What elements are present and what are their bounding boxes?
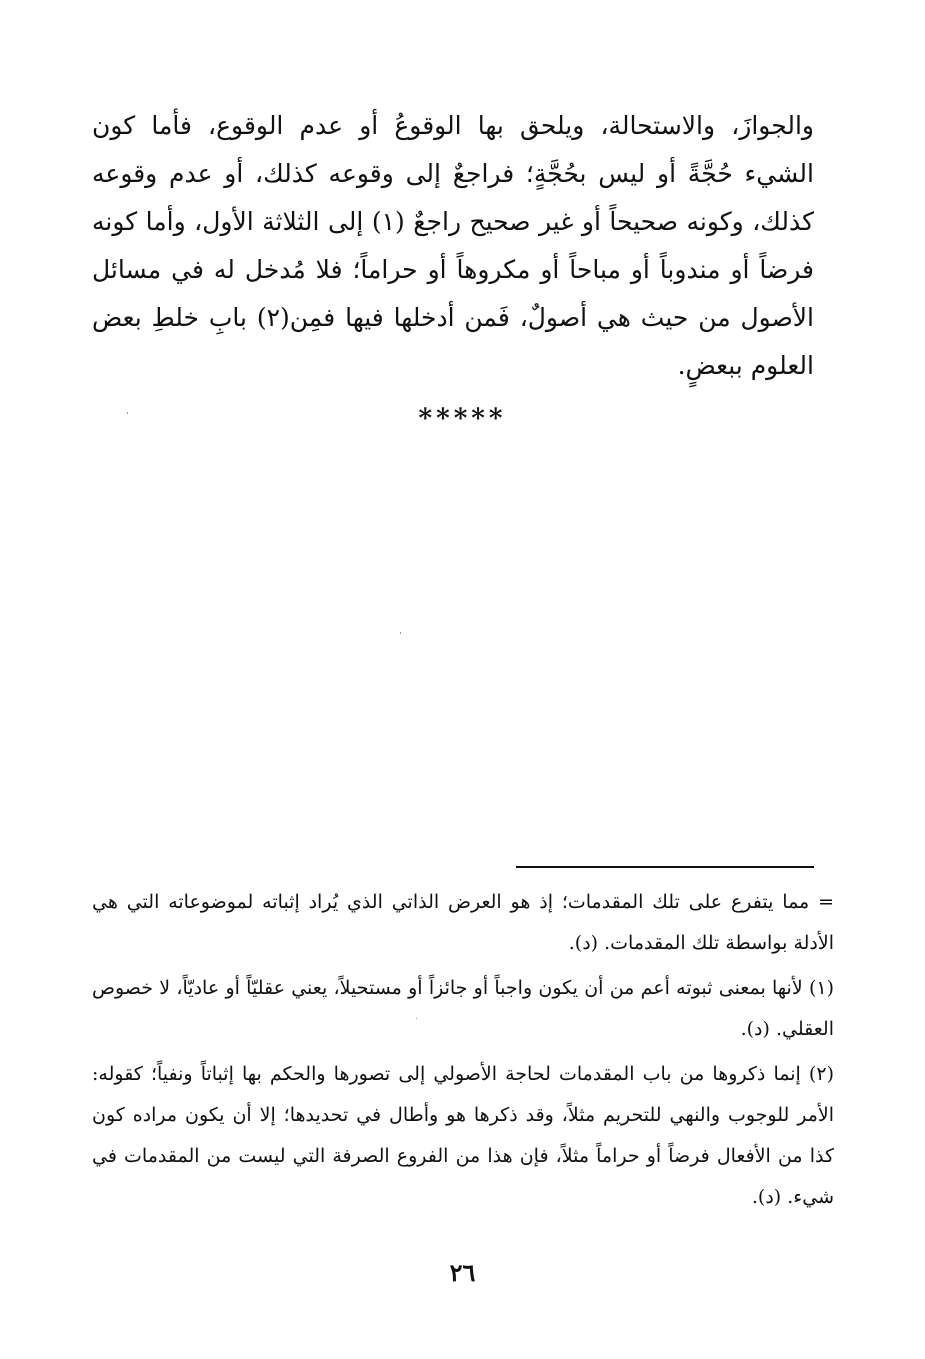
- main-text-block: [92, 102, 814, 390]
- footnote-2: (٢) إنما ذكروها من باب المقدمات لحاجة الأصولي إلى تصورها والحكم بها إثباتاً ونفياً؛ كقوله: الأمر للوجوب والنهي للتحريم مثلاً، وقد ذكرها هو وأطال في تحديدها؛ إلا أن يكون مراده كون كذا من الأفعال فرضاً أو حراماً مثلاً، فإن هذا من الفروع الصرفة التي ليست من المقدمات في شيء. (د).: [92, 1063, 834, 1208]
- footnote-1: (١) لأنها بمعنى ثبوته أعم من أن يكون واجباً أو جائزاً أو مستحيلاً، يعني عقليّاً أو عاديّاً، لا خصوص العقلي. (د).: [92, 977, 835, 1040]
- page-number: ٢٦: [449, 1258, 476, 1287]
- main-paragraph: والجوازَ، والاستحالة، ويلحق بها الوقوعُ أو عدم الوقوع، فأما كون الشيء حُجَّةً أو ليس بحُجَّةٍ؛ فراجعٌ إلى وقوعه كذلك، أو عدم وقوعه كذلك، وكونه صحيحاً أو غير صحيح راجعٌ (١) إلى الثلاثة الأول، وأما كونه فرضاً أو مندوباً أو مباحاً أو مكروهاً أو حراماً؛ فلا مُدخل له في مسائل الأصول من حيث هي أصولٌ، فَمن أدخلها فيها فمِن(٢) بابِ خلطِ بعض العلوم ببعضٍ.: [92, 111, 815, 380]
- scan-speck: [416, 1018, 417, 1019]
- footnotes-block: [92, 882, 834, 1222]
- scan-speck: [127, 412, 128, 414]
- footnote-divider: [516, 866, 814, 868]
- section-separator: *****: [418, 404, 507, 434]
- footnote-continuation: = مما يتفرع على تلك المقدمات؛ إذ هو العرض الذاتي الذي يُراد إثباته لموضوعاته التي هي الأدلة بواسطة تلك المقدمات. (د).: [92, 891, 834, 954]
- scan-speck: [400, 632, 401, 634]
